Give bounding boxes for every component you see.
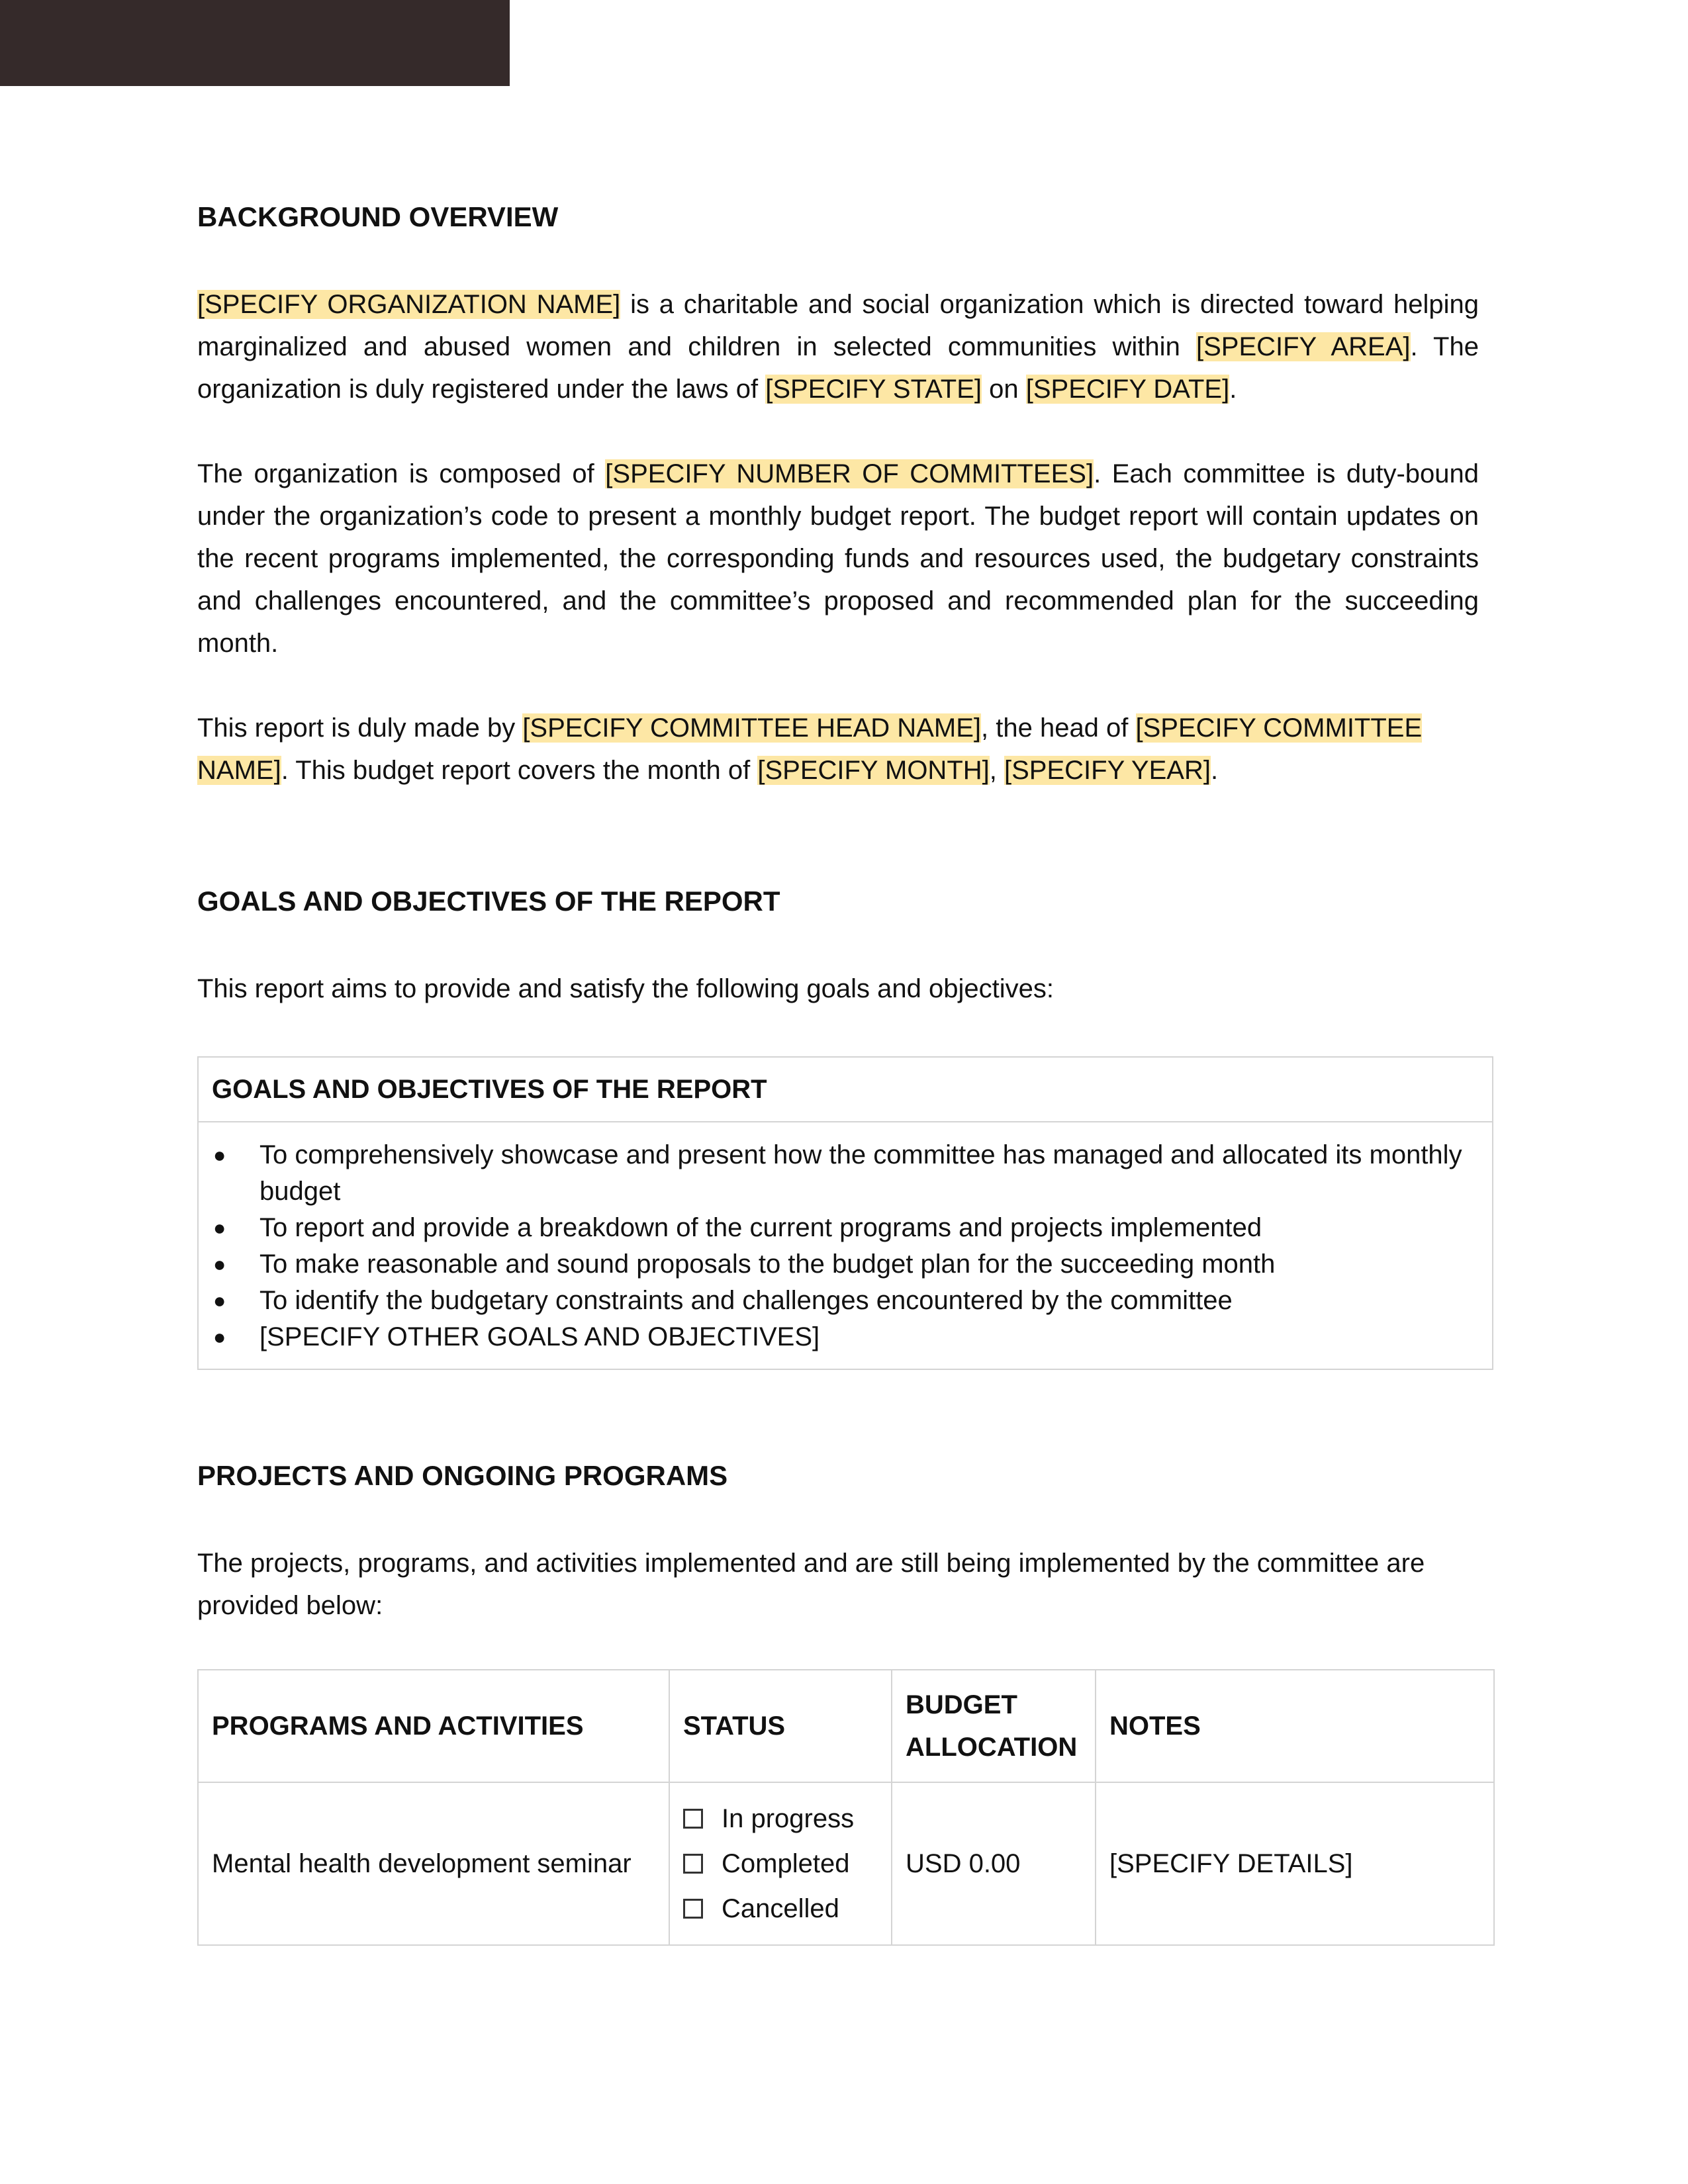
placeholder-month[interactable]: [SPECIFY MONTH] [757, 756, 990, 785]
bullet-icon: ● [213, 1216, 226, 1240]
bullet-icon: ● [213, 1289, 226, 1312]
status-option-completed[interactable] [683, 1841, 878, 1886]
placeholder-organization-name[interactable]: [SPECIFY ORGANIZATION NAME] [197, 290, 621, 319]
budget-allocation-cell: USD 0.00 [892, 1782, 1096, 1945]
text-run: The organization is composed of [197, 459, 606, 488]
goal-text: To report and provide a breakdown of the current programs and projects implemented [259, 1213, 1262, 1242]
goal-text: [SPECIFY OTHER GOALS AND OBJECTIVES] [259, 1322, 820, 1351]
goal-text: To make reasonable and sound proposals to the budget plan for the succeeding month [259, 1250, 1276, 1279]
bullet-icon: ● [213, 1252, 226, 1276]
text-run: . [1210, 756, 1219, 785]
status-option-label: Cancelled [722, 1894, 839, 1923]
status-option-in-progress[interactable] [683, 1796, 878, 1841]
column-header-notes: NOTES [1096, 1670, 1494, 1782]
text-run: . Each committee is duty-bound under the organization’s code to present a monthly budget report. The budget report will contain updates on the recent programs implemented, the corresponding funds and resources used, the budgetary constraints and challenges encountered, and the committee’s proposed and recommended plan for the succeeding month. [197, 459, 1479, 658]
placeholder-date[interactable]: [SPECIFY DATE] [1025, 375, 1230, 404]
column-header-programs: PROGRAMS AND ACTIVITIES [198, 1670, 669, 1782]
programs-table-header-row [198, 1670, 1494, 1782]
text-run: on [982, 375, 1026, 404]
placeholder-year[interactable]: [SPECIFY YEAR] [1004, 756, 1211, 785]
placeholder-area[interactable]: [SPECIFY AREA] [1196, 332, 1411, 361]
programs-table [197, 1669, 1495, 1946]
goals-table [197, 1056, 1493, 1370]
status-option-label: Completed [722, 1849, 850, 1878]
projects-heading: PROJECTS AND ONGOING PROGRAMS [197, 1460, 728, 1491]
column-header-budget-allocation: BUDGET ALLOCATION [892, 1670, 1096, 1782]
text-run: , the head of [981, 713, 1136, 743]
checkbox-icon[interactable] [683, 1899, 703, 1919]
goals-list [212, 1137, 1479, 1355]
status-option-cancelled[interactable] [683, 1886, 878, 1931]
column-header-status: STATUS [669, 1670, 892, 1782]
text-run: is a charitable and social organization which is directed toward helping marginalized and abused women and children in selected communities within [197, 290, 1479, 361]
placeholder-number-of-committees[interactable]: [SPECIFY NUMBER OF COMMITTEES] [605, 459, 1094, 488]
bullet-icon: ● [213, 1143, 226, 1167]
goal-text: To identify the budgetary constraints and challenges encountered by the committee [259, 1286, 1233, 1315]
goals-table-header-row [198, 1057, 1493, 1122]
projects-intro: The projects, programs, and activities implemented and are still being implemented by the committee are provided below: [197, 1549, 1425, 1620]
goals-heading: GOALS AND OBJECTIVES OF THE REPORT [197, 886, 780, 917]
header-decorative-bar [0, 0, 510, 86]
bullet-icon: ● [213, 1325, 226, 1349]
background-paragraph-2 [197, 453, 1479, 664]
placeholder-committee-head-name[interactable]: [SPECIFY COMMITTEE HEAD NAME] [522, 713, 981, 743]
text-run: This report is duly made by [197, 713, 523, 743]
placeholder-state[interactable]: [SPECIFY STATE] [765, 375, 982, 404]
text-run: . The organization is duly registered under the laws of [197, 332, 1479, 404]
goals-intro: This report aims to provide and satisfy the following goals and objectives: [197, 974, 1055, 1003]
checkbox-icon[interactable] [683, 1809, 703, 1829]
goal-text: To comprehensively showcase and present how the committee has managed and allocated its monthly budget [259, 1140, 1462, 1206]
goal-list-item [212, 1246, 1479, 1283]
notes-cell: [SPECIFY DETAILS] [1096, 1782, 1494, 1945]
goal-list-item [212, 1137, 1479, 1210]
text-run: . This budget report covers the month of [281, 756, 758, 785]
background-heading: BACKGROUND OVERVIEW [197, 201, 559, 232]
goals-table-header: GOALS AND OBJECTIVES OF THE REPORT [198, 1057, 1493, 1122]
program-name-cell: Mental health development seminar [198, 1782, 669, 1945]
goal-list-item [212, 1210, 1479, 1246]
placeholder-committee-name[interactable]: [SPECIFY COMMITTEE NAME] [197, 713, 1423, 785]
status-option-label: In progress [722, 1804, 855, 1833]
table-row [198, 1782, 1494, 1945]
background-paragraph-3 [197, 707, 1429, 792]
goal-list-item [212, 1319, 1479, 1355]
text-run: . [1229, 375, 1237, 404]
goals-table-body-row [198, 1122, 1493, 1369]
text-run: , [989, 756, 1004, 785]
status-cell [669, 1782, 892, 1945]
background-paragraph-1 [197, 283, 1479, 410]
checkbox-icon[interactable] [683, 1854, 703, 1874]
goals-table-cell [198, 1122, 1493, 1369]
goal-list-item [212, 1283, 1479, 1319]
